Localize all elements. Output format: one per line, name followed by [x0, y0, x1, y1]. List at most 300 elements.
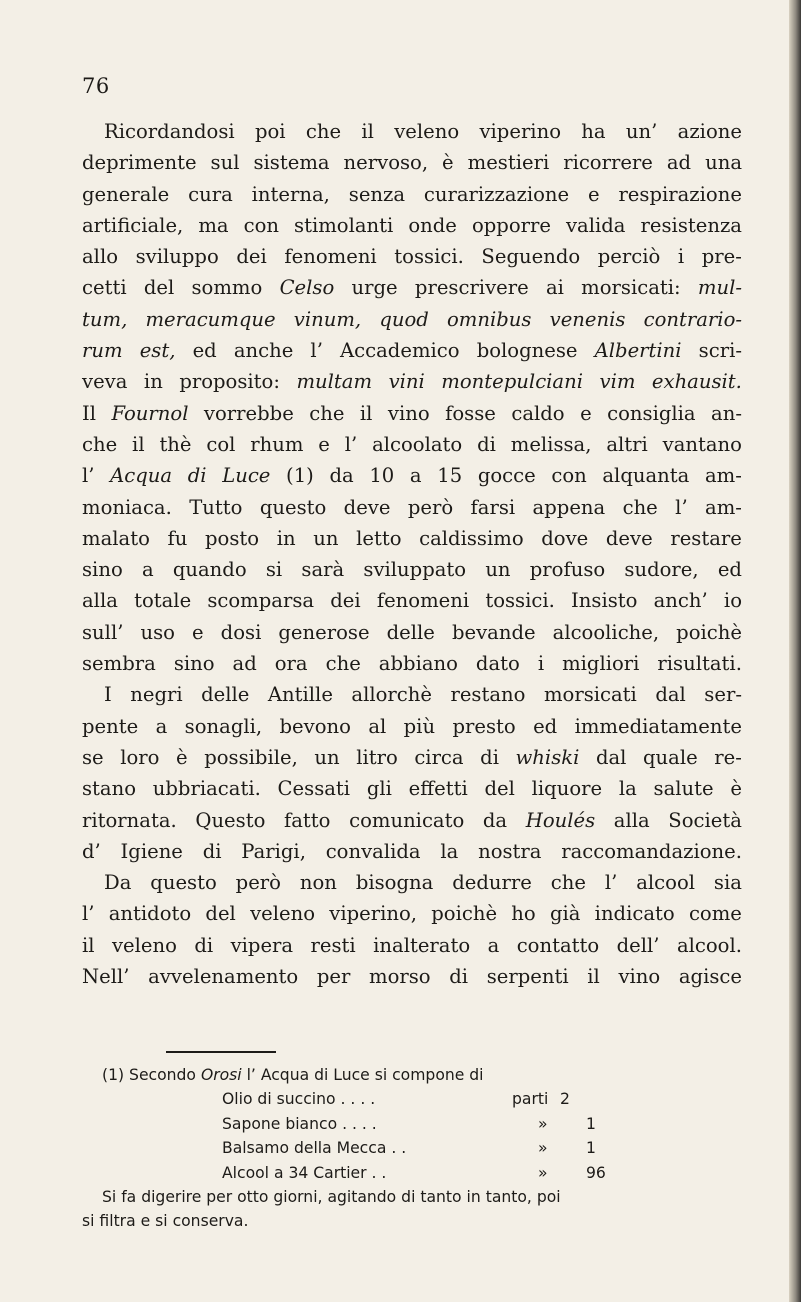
word: un	[485, 558, 511, 582]
word: di	[480, 745, 499, 769]
word: restano	[450, 683, 526, 707]
word: sul	[210, 151, 240, 175]
word: Parigi,	[241, 839, 306, 863]
recipe-qty: 96	[586, 1163, 606, 1182]
text-line	[82, 304, 742, 335]
word: ed	[192, 339, 217, 363]
word: il	[587, 965, 600, 989]
word: prescrivere	[414, 276, 529, 300]
word: i	[677, 245, 685, 269]
word: vorrebbe	[203, 401, 294, 425]
word: per	[316, 965, 351, 989]
word: nervoso,	[343, 151, 429, 175]
word: contatto	[516, 933, 600, 957]
word: a	[409, 464, 422, 488]
word: l’	[82, 464, 95, 488]
text-line	[82, 773, 742, 804]
word: resistenza	[640, 213, 742, 237]
word: dedurre	[452, 871, 532, 895]
word: vino	[387, 401, 430, 425]
word: un’	[625, 120, 658, 143]
word: quod	[379, 307, 429, 331]
word: si	[265, 558, 283, 582]
word: di	[202, 839, 222, 863]
recipe-item: Olio di succino . . . .	[222, 1090, 376, 1109]
word: che	[550, 871, 586, 895]
word: opporre	[471, 213, 551, 237]
word: e	[318, 432, 330, 456]
word: a	[487, 933, 500, 957]
word: Tutto	[189, 495, 243, 519]
word: l’	[344, 432, 358, 456]
word: Acqua	[110, 464, 173, 488]
word: ser-	[704, 683, 742, 707]
word: fu	[167, 526, 188, 550]
word: deve	[605, 526, 653, 550]
word: posto	[205, 526, 260, 550]
word: indicato	[594, 902, 675, 926]
word: ho	[511, 902, 536, 926]
word: circa	[414, 745, 464, 769]
word: (1)	[286, 464, 314, 488]
word: veva	[82, 370, 128, 394]
word: mestieri	[467, 151, 550, 175]
word: vim	[599, 370, 636, 394]
word: Insisto	[571, 589, 638, 613]
word: alla	[82, 589, 118, 613]
recipe-item: Balsamo della Mecca . .	[222, 1139, 407, 1158]
word: bevande	[451, 620, 536, 644]
word: letto	[356, 526, 402, 550]
word: del	[205, 902, 236, 926]
word: ed	[533, 714, 558, 738]
footnote-intro-text: l’ Acqua di Luce si compone di	[241, 1066, 484, 1084]
word: del	[143, 276, 175, 300]
word: contrario-	[643, 307, 742, 331]
word: morsicati:	[581, 276, 681, 300]
recipe-row	[222, 1161, 742, 1185]
recipe-unit: »	[538, 1163, 548, 1182]
word: profuso	[529, 558, 606, 582]
word: Il	[82, 401, 97, 425]
word: allorchè	[351, 683, 432, 707]
word: poichè	[431, 902, 498, 926]
word: resti	[310, 933, 356, 957]
word: bolognese	[476, 339, 578, 363]
word: del	[484, 777, 515, 801]
word: abbiano	[378, 652, 458, 676]
word: più	[403, 714, 436, 738]
word: whiski	[515, 745, 580, 769]
word: sviluppo	[135, 245, 219, 269]
word: un	[313, 526, 339, 550]
word: generose	[278, 620, 370, 644]
recipe-unit: »	[538, 1114, 548, 1133]
word: bevono	[279, 714, 351, 738]
word: che	[325, 652, 361, 676]
word: scomparsa	[207, 589, 315, 613]
text-line	[82, 554, 742, 585]
word: l’	[82, 902, 95, 926]
word: interna,	[251, 182, 330, 206]
word: inalterato	[373, 933, 471, 957]
text-line	[82, 898, 742, 929]
word: farsi	[470, 495, 516, 519]
word: ha	[581, 120, 606, 143]
word: è	[730, 777, 742, 801]
word: da	[482, 808, 508, 832]
word: Ricordandosi	[104, 120, 235, 143]
word: già	[549, 902, 581, 926]
word: sarà	[301, 558, 345, 582]
word: sull’	[82, 620, 124, 644]
text-line	[82, 523, 742, 554]
word: alcool	[636, 871, 696, 895]
word: comunicato	[349, 808, 465, 832]
word: uso	[140, 620, 175, 644]
word: poi	[254, 120, 286, 143]
word: valida	[565, 213, 626, 237]
word: il	[82, 933, 95, 957]
word: però	[407, 495, 454, 519]
word: pente	[82, 714, 139, 738]
text-line	[82, 460, 742, 491]
word: montepulciani	[441, 370, 583, 394]
word: convalida	[325, 839, 421, 863]
word: ad	[232, 652, 257, 676]
word: respirazione	[618, 182, 742, 206]
word: la	[440, 839, 459, 863]
word: al	[368, 714, 387, 738]
word: an-	[711, 401, 742, 425]
word: anch’	[653, 589, 708, 613]
word: alcoolato	[372, 432, 463, 456]
word: però	[235, 871, 281, 895]
word: venenis	[549, 307, 626, 331]
word: a	[155, 714, 168, 738]
text-line	[82, 711, 742, 742]
word: cetti	[82, 276, 127, 300]
word: veleno	[111, 933, 177, 957]
word: negri	[130, 683, 183, 707]
recipe-row	[222, 1112, 742, 1136]
text-line	[82, 272, 742, 303]
recipe-row	[222, 1087, 742, 1111]
word: sonagli,	[184, 714, 263, 738]
word: dal	[595, 745, 627, 769]
word: caldissimo	[419, 526, 524, 550]
word: appena	[532, 495, 606, 519]
word: alcooliche,	[552, 620, 660, 644]
word: che	[305, 120, 342, 143]
word: Accademico	[340, 339, 460, 363]
word: questo	[259, 495, 327, 519]
word: cura	[188, 182, 233, 206]
word: onde	[408, 213, 457, 237]
text-line	[82, 147, 742, 178]
word: raccomandazione.	[561, 839, 742, 863]
word: io	[723, 589, 742, 613]
word: tossici.	[485, 589, 555, 613]
word: caldo	[511, 401, 565, 425]
word: ritornata.	[82, 808, 177, 832]
word: alquanta	[602, 464, 690, 488]
word: multam	[296, 370, 373, 394]
recipe-list	[82, 1087, 742, 1185]
word: fenomeni	[376, 589, 470, 613]
word: alla	[613, 808, 650, 832]
word: dato	[475, 652, 520, 676]
word: l’	[310, 339, 323, 363]
text-line	[82, 241, 742, 272]
word: vini	[388, 370, 425, 394]
word: che	[82, 432, 118, 456]
word: melissa,	[510, 432, 592, 456]
word: di	[187, 464, 207, 488]
text-line	[82, 429, 742, 460]
word: ubbriacati.	[152, 777, 261, 801]
footnote-method-line: si filtra e si conserva.	[82, 1212, 249, 1231]
word: con	[243, 213, 279, 237]
word: dei	[330, 589, 361, 613]
text-line	[82, 398, 742, 429]
word: poichè	[676, 620, 742, 644]
word: 10	[369, 464, 395, 488]
word: dal	[655, 683, 686, 707]
text-line	[82, 366, 742, 397]
word: sino	[173, 652, 215, 676]
word: delle	[386, 620, 435, 644]
text-line	[82, 930, 742, 961]
word: vantano	[662, 432, 742, 456]
word: il	[132, 432, 145, 456]
word: Albertini	[594, 339, 682, 363]
word: morsicati	[543, 683, 637, 707]
word: non	[299, 871, 337, 895]
word: perciò	[597, 245, 661, 269]
word: alcool.	[676, 933, 742, 957]
text-line	[82, 116, 742, 147]
footnote-intro	[82, 1063, 742, 1087]
word: possibile,	[204, 745, 298, 769]
word: il	[361, 120, 374, 143]
word: Seguendo	[481, 245, 581, 269]
word: che	[309, 401, 345, 425]
word: risultati.	[657, 652, 742, 676]
word: immediatamente	[574, 714, 742, 738]
recipe-item: Sapone bianco . . . .	[222, 1114, 377, 1133]
word: senza	[348, 182, 406, 206]
word: col	[206, 432, 236, 456]
word: in	[143, 370, 163, 394]
word: Da	[104, 871, 132, 895]
text-line	[82, 805, 742, 836]
word: sistema	[253, 151, 330, 175]
text-line	[82, 836, 742, 867]
word: mul-	[697, 276, 742, 300]
word: re-	[714, 745, 742, 769]
recipe-qty: 1	[586, 1139, 596, 1158]
word: salute	[653, 777, 714, 801]
word: d’	[82, 839, 101, 863]
word: un	[314, 745, 340, 769]
word: tossici.	[394, 245, 464, 269]
word: viperino	[479, 120, 561, 143]
word: veleno	[394, 120, 460, 143]
word: ma	[198, 213, 229, 237]
word: serpenti	[486, 965, 569, 989]
word: sino	[82, 558, 123, 582]
word: agisce	[678, 965, 742, 989]
word: vinum,	[293, 307, 362, 331]
word: dell’	[616, 933, 660, 957]
word: altri	[606, 432, 648, 456]
word: sembra	[82, 652, 156, 676]
word: effetti	[408, 777, 468, 801]
word: di	[194, 933, 214, 957]
word: avvelenamento	[148, 965, 299, 989]
word: è	[442, 151, 454, 175]
word: quale	[643, 745, 698, 769]
word: curarizzazione	[423, 182, 570, 206]
word: e	[192, 620, 204, 644]
word: sudore,	[624, 558, 699, 582]
word: migliori	[562, 652, 640, 676]
word: scri-	[698, 339, 742, 363]
text-line	[82, 617, 742, 648]
word: dove	[541, 526, 589, 550]
word: Nell’	[82, 965, 130, 989]
footnote-marker: (1) Secondo	[102, 1066, 201, 1084]
word: Luce	[222, 464, 271, 488]
word: che	[622, 495, 658, 519]
word: loro	[120, 745, 160, 769]
word: ricorrere	[563, 151, 653, 175]
word: Fournol	[111, 401, 189, 425]
word: ai	[545, 276, 564, 300]
word: e	[587, 182, 600, 206]
word: antidoto	[108, 902, 192, 926]
word: deprimente	[82, 151, 197, 175]
word: se	[82, 745, 104, 769]
word: moniaca.	[82, 495, 172, 519]
word: il	[359, 401, 373, 425]
word: la	[618, 777, 637, 801]
word: allo	[82, 245, 119, 269]
text-line	[82, 742, 742, 773]
word: vino	[618, 965, 661, 989]
word: dei	[236, 245, 267, 269]
word: stano	[82, 777, 137, 801]
recipe-item: Alcool a 34 Cartier . .	[222, 1163, 387, 1182]
word: ad	[666, 151, 692, 175]
word: sviluppato	[363, 558, 467, 582]
word: sommo	[191, 276, 263, 300]
word: con	[551, 464, 587, 488]
word: da	[329, 464, 354, 488]
text-line	[82, 335, 742, 366]
word: ed	[717, 558, 742, 582]
recipe-qty: 1	[586, 1114, 596, 1133]
word: Houlés	[525, 808, 596, 832]
word: sia	[713, 871, 742, 895]
word: fosse	[445, 401, 496, 425]
word: artificiale,	[82, 213, 184, 237]
word: meracumque	[145, 307, 276, 331]
word: viperino,	[329, 902, 418, 926]
word: omnibus	[447, 307, 532, 331]
text-line	[82, 585, 742, 616]
word: restare	[670, 526, 742, 550]
word: di	[449, 965, 469, 989]
word: una	[705, 151, 742, 175]
word: malato	[82, 526, 150, 550]
word: nostra	[478, 839, 542, 863]
word: presto	[452, 714, 516, 738]
word: consiglia	[607, 401, 696, 425]
text-line	[82, 492, 742, 523]
word: totale	[134, 589, 192, 613]
text-line	[82, 867, 742, 898]
word: generale	[82, 182, 170, 206]
word: questo	[150, 871, 217, 895]
word: litro	[356, 745, 398, 769]
word: è	[176, 745, 188, 769]
word: Igiene	[120, 839, 183, 863]
word: dosi	[220, 620, 262, 644]
word: 15	[437, 464, 463, 488]
footnote	[82, 1063, 742, 1234]
word: fenomeni	[284, 245, 377, 269]
word: Cessati	[277, 777, 351, 801]
word: Società	[668, 808, 742, 832]
word: rhum	[250, 432, 304, 456]
word: azione	[677, 120, 742, 143]
word: in	[276, 526, 296, 550]
word: est,	[139, 339, 176, 363]
word: gocce	[477, 464, 536, 488]
word: Celso	[279, 276, 335, 300]
word: e	[580, 401, 592, 425]
word: fatto	[284, 808, 331, 832]
text-line	[82, 210, 742, 241]
word: I	[104, 683, 112, 707]
word: Questo	[195, 808, 266, 832]
text-line	[82, 179, 742, 210]
word: rum	[82, 339, 123, 363]
word: exhausit.	[651, 370, 742, 394]
footnote-method-line: Si fa digerire per otto giorni, agitando di tanto in tanto, poi	[102, 1187, 561, 1206]
word: come	[688, 902, 742, 926]
recipe-unit: parti	[512, 1090, 549, 1109]
word: morso	[369, 965, 431, 989]
word: anche	[233, 339, 294, 363]
word: Antille	[267, 683, 333, 707]
word: stimolanti	[294, 213, 394, 237]
footnote-separator	[166, 1051, 276, 1053]
word: liquore	[531, 777, 603, 801]
word: urge	[351, 276, 398, 300]
recipe-unit: »	[538, 1139, 548, 1158]
word: pre-	[701, 245, 742, 269]
word: tum,	[82, 307, 128, 331]
word: am-	[705, 495, 742, 519]
word: l’	[604, 871, 618, 895]
word: thè	[159, 432, 192, 456]
page-number: 76	[82, 74, 110, 98]
word: ora	[274, 652, 308, 676]
word: i	[537, 652, 545, 676]
